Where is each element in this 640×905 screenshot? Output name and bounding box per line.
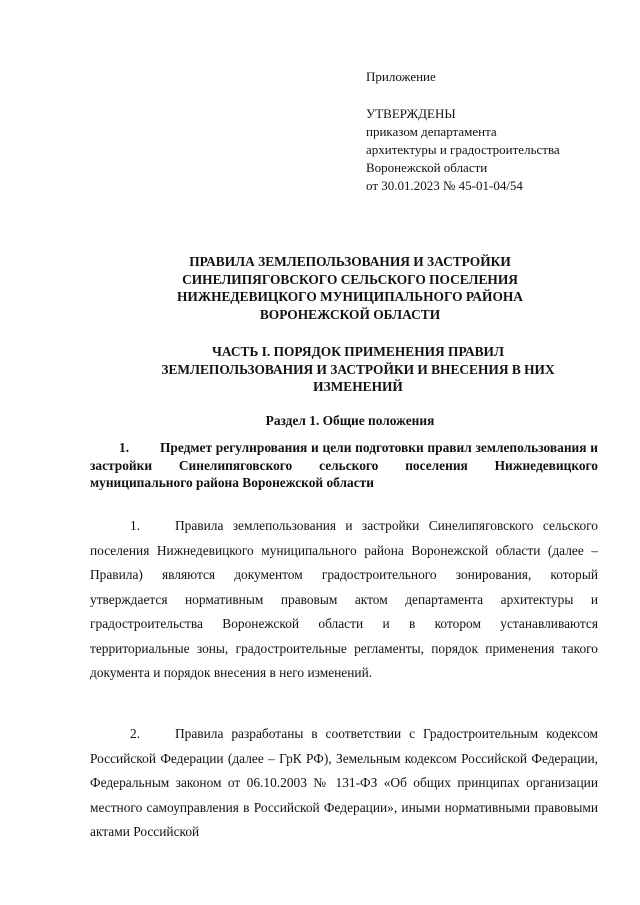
- approval-block: [366, 68, 628, 195]
- paragraph-text: Правила разработаны в соответствии с Градостроительным кодексом Российской Федерации (далее – ГрК РФ), Земельным кодексом Российской Федерации, Федеральным законом от 06.10.2003 № 131-ФЗ «Об общих принципах организации местного самоуправления в Российской Федерации», иными нормативными правовыми актами Российской: [90, 726, 598, 839]
- title-line: НИЖНЕДЕВИЦКОГО МУНИЦИПАЛЬНОГО РАЙОНА: [177, 289, 523, 305]
- article-heading: [90, 439, 598, 492]
- article-number: 1.: [119, 440, 130, 455]
- document-title: [90, 253, 610, 323]
- part-title-line: ИЗМЕНЕНИЙ: [313, 379, 403, 395]
- paragraph-number: 1.: [130, 518, 141, 533]
- approved-heading: УТВЕРЖДЕНЫ: [366, 106, 456, 121]
- approved-line: Воронежской области: [366, 160, 488, 175]
- part-title: [104, 343, 612, 396]
- article-text: Предмет регулирования и цели подготовки правил землепользования и застройки Синелипяговского сельского поселения Нижнедевицкого муниципального района Воронежской области: [90, 440, 598, 491]
- approved-line: приказом департамента: [366, 124, 497, 139]
- paragraph-1: [90, 514, 598, 686]
- title-line: ПРАВИЛА ЗЕМЛЕПОЛЬЗОВАНИЯ И ЗАСТРОЙКИ: [189, 254, 511, 269]
- part-title-line: ЧАСТЬ I. ПОРЯДОК ПРИМЕНЕНИЯ ПРАВИЛ: [212, 344, 504, 359]
- approved-order-number: от 30.01.2023 № 45-01-04/54: [366, 178, 523, 193]
- appendix-label: Приложение: [366, 69, 436, 84]
- title-line: СИНЕЛИПЯГОВСКОГО СЕЛЬСКОГО ПОСЕЛЕНИЯ: [182, 271, 518, 287]
- title-line: ВОРОНЕЖСКОЙ ОБЛАСТИ: [259, 306, 441, 322]
- approved-line: архитектуры и градостроительства: [366, 142, 560, 157]
- section-title: Раздел 1. Общие положения: [265, 413, 435, 428]
- part-title-line: ЗЕМЛЕПОЛЬЗОВАНИЯ И ЗАСТРОЙКИ И ВНЕСЕНИЯ В НИХ: [161, 361, 555, 377]
- paragraph-2: [90, 722, 598, 845]
- paragraph-text: Правила землепользования и застройки Синелипяговского сельского поселения Нижнедевицкого муниципального района Воронежской области (далее – Правила) являются документом градостроительного зонирования, который утверждается нормативным правовым актом департамента архитектуры и градостроительства Воронежской области и в котором устанавливаются территориальные зоны, градостроительные регламенты, порядок применения такого документа и порядок внесения в него изменений.: [90, 518, 598, 680]
- paragraph-number: 2.: [130, 726, 141, 741]
